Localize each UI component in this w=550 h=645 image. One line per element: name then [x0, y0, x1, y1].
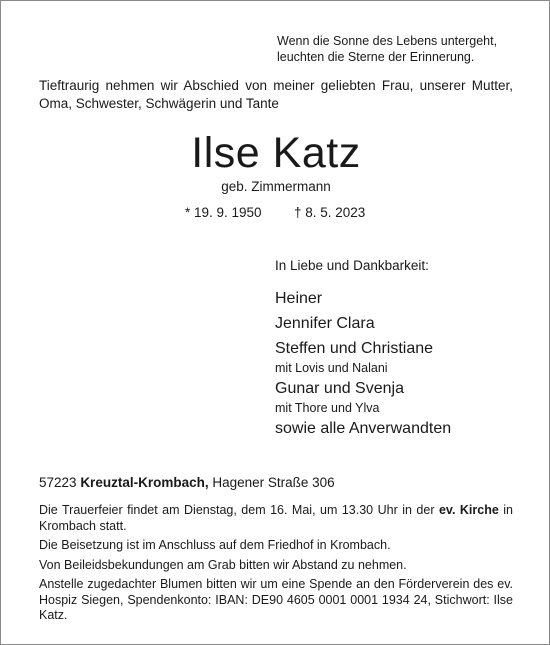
birth-date: * 19. 9. 1950 [185, 205, 262, 220]
family-address [39, 474, 335, 492]
mourners-list [275, 285, 535, 440]
burial-info: Die Beisetzung ist im Anschluss auf dem Friedhof in Krombach. [39, 538, 391, 552]
funeral-details [39, 503, 513, 628]
death-date: † 8. 5. 2023 [294, 205, 366, 220]
intro-text: Tieftraurig nehmen wir Abschied von meiner geliebten Frau, unserer Mutter, Oma, Schwester, Schwägerin und Tante [39, 78, 513, 111]
address-street: Hagener Straße 306 [212, 475, 335, 490]
mourner-children: mit Thore und Ylva [275, 401, 380, 415]
mourner-entry: Jennifer Clara [275, 315, 375, 332]
address-town: Kreuztal-Krombach, [80, 475, 209, 490]
mourner-entry: sowie alle Anverwandten [275, 420, 452, 437]
condolence-note: Von Beileidsbekundungen am Grab bitten wir Abstand zu nehmen. [39, 557, 407, 572]
mourner-children: mit Lovis und Nalani [275, 361, 388, 375]
funeral-info: Die Trauerfeier findet am Dienstag, dem 16. Mai, um 13.30 Uhr in der ev. Kirche in Krombach statt. [39, 503, 514, 533]
quote-line-1: Wenn die Sonne des Lebens untergeht, [277, 34, 498, 48]
quote-line-2: leuchten die Sterne der Erinnerung. [277, 50, 475, 64]
address-zip: 57223 [39, 475, 77, 490]
mourner-entry: Steffen und Christiane [275, 340, 434, 357]
epigraph-quote [277, 33, 537, 65]
donation-note: Anstelle zugedachter Blumen bitten wir um eine Spende an den Förderverein des ev. Hospiz Siegen, Spendenkonto: IBAN: DE90 4605 0001 0001 1934 24, Stichwort: Ilse Katz. [39, 577, 513, 622]
mourner-entry: Heiner [275, 290, 323, 307]
mourner-entry: Gunar und Svenja [275, 380, 404, 397]
mourners-heading: In Liebe und Dankbarkeit: [275, 258, 429, 273]
deceased-name: Ilse Katz [191, 129, 361, 177]
birth-name: geb. Zimmermann [221, 179, 331, 194]
funeral-place: ev. Kirche [438, 503, 499, 517]
